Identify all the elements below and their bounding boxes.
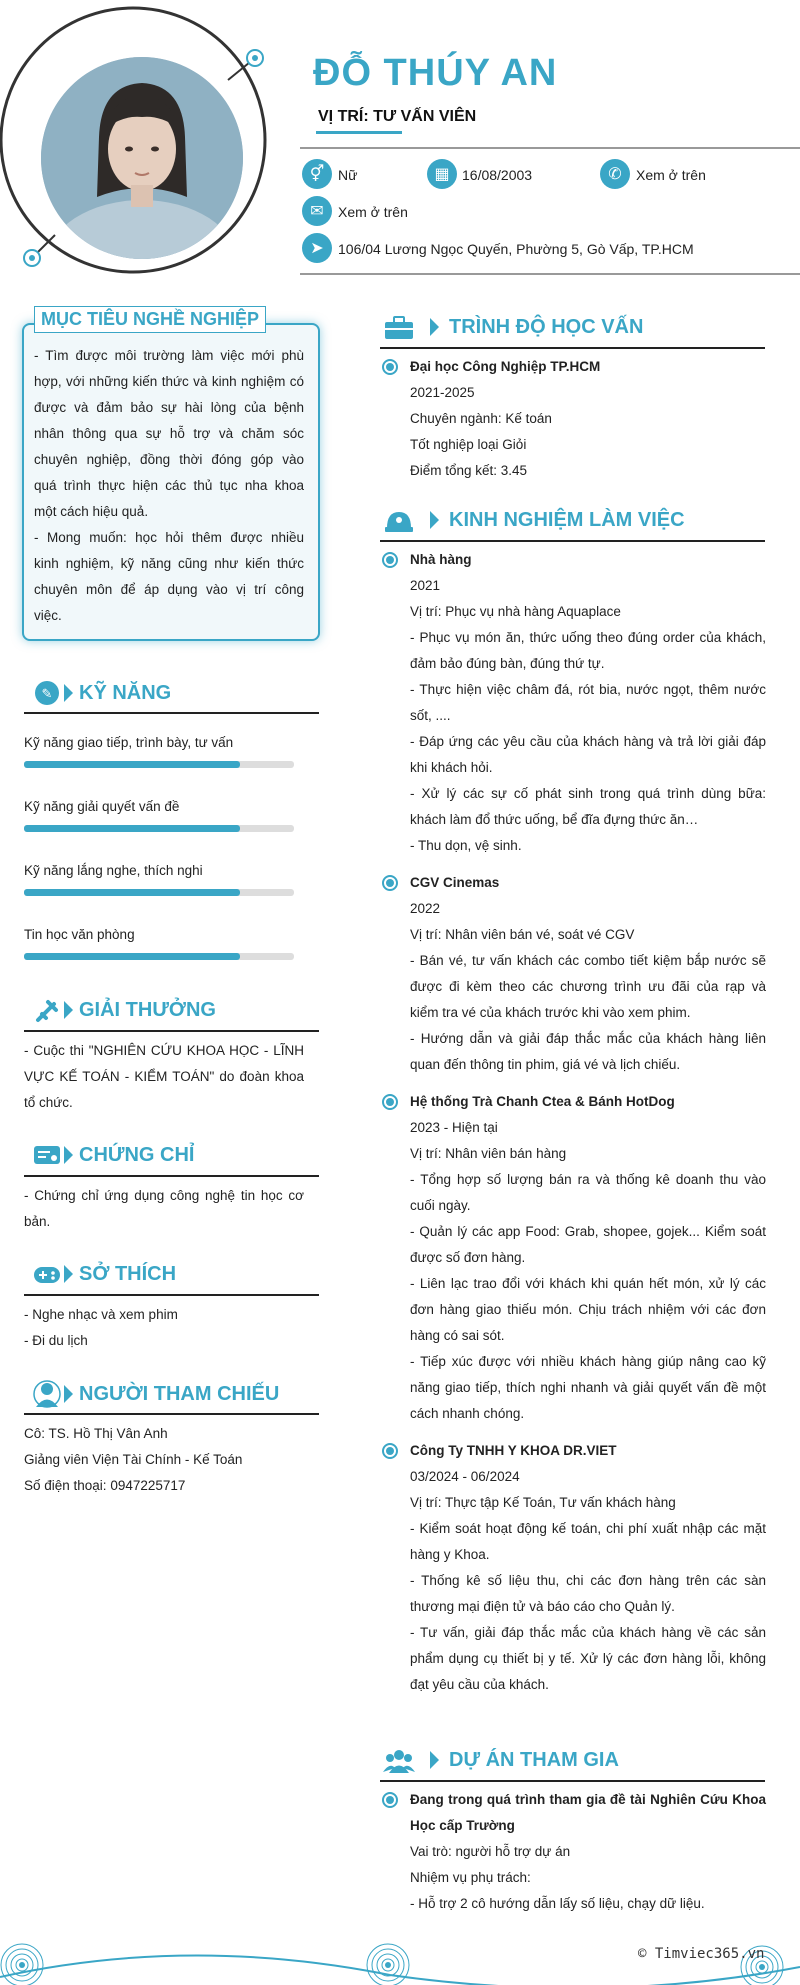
objective-line: kinh nghiệm, kỹ năng cũng như kiến thức (34, 556, 304, 571)
skills-icon (30, 678, 64, 708)
school-name: Đại học Công Nghiệp TP.HCM (410, 359, 601, 374)
project-line: - Hỗ trợ 2 cô hướng dẫn lấy số liệu, chạy dữ liệu. (410, 1896, 705, 1911)
objective-line: chuyên môn để áp dụng vào vị trí công (34, 582, 304, 597)
objective-line: chuyên nghiệp, đồng thời đóng góp vào (34, 452, 304, 467)
objective-line: được và đảm bảo sự hài lòng của bệnh (34, 400, 304, 415)
job-company: Hệ thống Trà Chanh Ctea & Bánh HotDog (410, 1094, 675, 1109)
education-details (410, 380, 552, 484)
job-line: 2022 (410, 901, 441, 916)
job-line: hàng có sai sót. (410, 1328, 505, 1343)
certificates-divider (24, 1175, 319, 1177)
job-company: Công Ty TNHH Y KHOA DR.VIET (410, 1443, 617, 1458)
helpdesk-icon (382, 506, 416, 536)
awards-divider (24, 1030, 319, 1032)
experience-arrow-icon (430, 511, 439, 529)
project-line: Vai trò: người hỗ trợ dự án (410, 1844, 571, 1859)
person-icon (30, 1379, 64, 1409)
job-line: kiểm tra vé của khách trước khi vào xem phim. (410, 1005, 691, 1020)
skill-bar-fill (24, 889, 240, 896)
projects-divider (380, 1780, 765, 1782)
job-line: Vị trí: Nhân viên bán vé, soát vé CGV (410, 927, 635, 942)
skill-bar (24, 761, 294, 768)
skill-bar (24, 889, 294, 896)
job-line: cuối ngày. (410, 1198, 471, 1213)
skill-bar-fill (24, 825, 240, 832)
job-line: - Tổng hợp số lượng bán ra và thống kê doanh thu vào (410, 1172, 766, 1187)
skill-bar-fill (24, 953, 240, 960)
reference-line: Cô: TS. Hồ Thị Vân Anh (24, 1426, 168, 1441)
job-line: khách làm đổ thức uống, bể đĩa đựng thức ăn… (410, 812, 699, 827)
skills-arrow-icon (64, 684, 73, 702)
job-line: - Thu dọn, vệ sinh. (410, 838, 522, 853)
job-details (410, 1115, 766, 1427)
objective-line: việc. (34, 608, 62, 623)
references-divider (24, 1413, 319, 1415)
gender-text: Nữ (338, 167, 358, 183)
certificates-line: bản. (24, 1214, 51, 1229)
awards-line: - Cuộc thi "NGHIÊN CỨU KHOA HỌC - LĨNH (24, 1043, 304, 1058)
skill-label: Kỹ năng giao tiếp, trình bày, tư vấn (24, 735, 234, 750)
job-line: năng giao tiếp, thích nghi nhanh và giải quyết vấn đề một (410, 1380, 766, 1395)
hobbies-text (24, 1302, 178, 1354)
job-line: - Hướng dẫn và giải đáp thắc mắc của khách hàng liên (410, 1031, 766, 1046)
job-line: Vị trí: Nhân viên bán hàng (410, 1146, 567, 1161)
objective-line: một cách hiệu quả. (34, 504, 149, 519)
objective-line: nhân thông qua sự hỗ trợ và chăm sóc (34, 426, 304, 441)
certificates-text (24, 1183, 304, 1235)
skill-bar (24, 953, 294, 960)
education-line: Chuyên ngành: Kế toán (410, 411, 552, 426)
education-title: TRÌNH ĐỘ HỌC VẤN (449, 316, 644, 338)
references-text (24, 1421, 242, 1499)
team-icon (382, 1746, 416, 1776)
job-line: - Thực hiện việc châm đá, rót bia, nước ngọt, thêm nước (410, 682, 766, 697)
job-line: sốt, .... (410, 708, 451, 723)
address-text: 106/04 Lương Ngọc Quyến, Phường 5, Gò Vấp, TP.HCM (338, 241, 694, 257)
experience-divider (380, 540, 765, 542)
job-company: CGV Cinemas (410, 875, 500, 890)
project-name-line: Đang trong quá trình tham gia đề tài Nghiên Cứu Khoa (410, 1792, 766, 1807)
skill-label: Kỹ năng lắng nghe, thích nghi (24, 863, 203, 878)
job-details (410, 1464, 766, 1698)
education-line: Tốt nghiệp loại Giỏi (410, 437, 527, 452)
education-line: 2021-2025 (410, 385, 475, 400)
avatar (41, 57, 243, 259)
project-name (410, 1787, 766, 1839)
skill-label: Kỹ năng giải quyết vấn đề (24, 799, 180, 814)
job-line: 2021 (410, 578, 441, 593)
objective-text (34, 343, 304, 629)
certificates-arrow-icon (64, 1146, 73, 1164)
project-name-line: Học cấp Trường (410, 1818, 515, 1833)
objective-line: hợp, với những kiến thức và kinh nghiệm có (34, 374, 304, 389)
position-title: VỊ TRÍ: TƯ VẤN VIÊN (318, 108, 477, 125)
hobbies-divider (24, 1294, 319, 1296)
email-icon: ✉ (302, 196, 332, 226)
skills-title: KỸ NĂNG (79, 682, 172, 704)
email-text: Xem ở trên (338, 204, 408, 220)
job-line: 03/2024 - 06/2024 (410, 1469, 520, 1484)
skill-bar (24, 825, 294, 832)
job-line: - Đáp ứng các yêu cầu của khách hàng và trả lời giải đáp (410, 734, 766, 749)
skill-bar-fill (24, 761, 240, 768)
reference-line: Số điện thoại: 0947225717 (24, 1478, 186, 1493)
job-line: đơn hàng giao thiếu món. Chịu trách nhiệm với các đơn (410, 1302, 766, 1317)
job-line: - Bán vé, tư vấn khách các combo tiết kiệm bắp nước sẽ (410, 953, 766, 968)
job-line: đảm bảo đúng bàn, đúng thứ tự. (410, 656, 605, 671)
job-line: - Xử lý các sự cố phát sinh trong quá trình dùng bữa: (410, 786, 766, 801)
birthday-text: 16/08/2003 (462, 167, 533, 183)
job-line: đạt yêu cầu của khách. (410, 1677, 549, 1692)
job-line: - Phục vụ món ăn, thức uống theo đúng order của khách, (410, 630, 766, 645)
gamepad-icon (30, 1260, 64, 1290)
timeline-bullet-icon (382, 1094, 398, 1110)
avatar-portrait-illustration (41, 57, 243, 259)
hobby-item: - Đi du lịch (24, 1333, 88, 1348)
job-details (410, 573, 766, 859)
job-line: - Kiểm soát hoạt động kế toán, chi phí xuất nhập các mặt (410, 1521, 766, 1536)
awards-line: tổ chức. (24, 1095, 73, 1110)
job-line: hàng y Khoa. (410, 1547, 490, 1562)
job-company: Nhà hàng (410, 552, 472, 567)
awards-line: VỰC KẾ TOÁN - KIỂM TOÁN" do đoàn khoa (24, 1069, 304, 1084)
awards-text (24, 1038, 304, 1116)
certificates-line: - Chứng chỉ ứng dụng công nghệ tin học cơ (24, 1188, 304, 1203)
education-line: Điểm tổng kết: 3.45 (410, 463, 528, 478)
job-line: - Quản lý các app Food: Grab, shopee, gojek... Kiểm soát (410, 1224, 766, 1239)
location-icon: ➤ (302, 233, 332, 263)
job-line: Vị trí: Phục vụ nhà hàng Aquaplace (410, 604, 621, 619)
calendar-icon: ▦ (427, 159, 457, 189)
references-arrow-icon (64, 1385, 73, 1403)
job-line: 2023 - Hiện tại (410, 1120, 498, 1135)
phone-icon: ✆ (600, 159, 630, 189)
job-line: được đi kèm theo các chương trình ưu đãi của rạp và (410, 979, 766, 994)
job-details (410, 896, 766, 1078)
certificates-title: CHỨNG CHỈ (79, 1144, 195, 1166)
education-arrow-icon (430, 318, 439, 336)
job-line: phẩm dụng cụ thiết bị y tế. Xử lý các đơn hàng lỗi, không (410, 1651, 766, 1666)
job-line: - Thống kê số liệu thu, chi các đơn hàng trên các sàn (410, 1573, 766, 1588)
footer-brand[interactable]: © Timviec365.vn (638, 1946, 765, 1962)
timeline-bullet-icon (382, 552, 398, 568)
references-title: NGƯỜI THAM CHIẾU (79, 1383, 280, 1405)
objective-title: MỤC TIÊU NGHỀ NGHIỆP (34, 306, 266, 333)
job-line: - Liên lạc trao đổi với khách khi quán hết món, xử lý các (410, 1276, 766, 1291)
job-line: - Tiếp xúc được với nhiều khách hàng giúp nâng cao kỹ (410, 1354, 766, 1369)
experience-title: KINH NGHIỆM LÀM VIỆC (449, 509, 685, 531)
skills-divider (24, 712, 319, 714)
job-line: quan đến thông tin phim, giá vé và lịch chiếu. (410, 1057, 681, 1072)
phone-text: Xem ở trên (636, 167, 706, 183)
timeline-bullet-icon (382, 1792, 398, 1808)
job-line: cách nhanh chóng. (410, 1406, 525, 1421)
certificate-icon (30, 1141, 64, 1171)
projects-title: DỰ ÁN THAM GIA (449, 1749, 619, 1771)
hobbies-title: SỞ THÍCH (79, 1263, 177, 1285)
svg-text:✎: ✎ (41, 687, 53, 702)
gender-icon: ⚥ (302, 159, 332, 189)
job-line: thương mại điện tử và báo cáo cho Quản lý. (410, 1599, 675, 1614)
hobbies-arrow-icon (64, 1265, 73, 1283)
project-line: Nhiệm vụ phụ trách: (410, 1870, 531, 1885)
skill-label: Tin học văn phòng (24, 927, 135, 942)
awards-title: GIẢI THƯỞNG (79, 999, 216, 1021)
job-line: khi khách hỏi. (410, 760, 493, 775)
awards-arrow-icon (64, 1001, 73, 1019)
project-details (410, 1839, 705, 1917)
timeline-bullet-icon (382, 1443, 398, 1459)
objective-line: quá trình thực hiện các thủ tục nha khoa (34, 478, 304, 493)
position-underline (316, 131, 402, 134)
timeline-bullet-icon (382, 359, 398, 375)
reference-line: Giảng viên Viện Tài Chính - Kế Toán (24, 1452, 243, 1467)
hobby-item: - Nghe nhạc và xem phim (24, 1307, 178, 1322)
briefcase-icon (382, 313, 416, 343)
job-line: - Tư vấn, giải đáp thắc mắc của khách hàng về các sản (410, 1625, 766, 1640)
timeline-bullet-icon (382, 875, 398, 891)
objective-line: - Tìm được môi trường làm việc mới phù (34, 348, 304, 363)
candidate-name: ĐỖ THÚY AN (313, 52, 558, 94)
projects-arrow-icon (430, 1751, 439, 1769)
trophy-icon (30, 996, 64, 1026)
job-line: Vị trí: Thực tập Kế Toán, Tư vấn khách hàng (410, 1495, 676, 1510)
education-divider (380, 347, 765, 349)
objective-line: - Mong muốn: học hỏi thêm được nhiều (34, 530, 304, 545)
job-line: được số đơn hàng. (410, 1250, 526, 1265)
